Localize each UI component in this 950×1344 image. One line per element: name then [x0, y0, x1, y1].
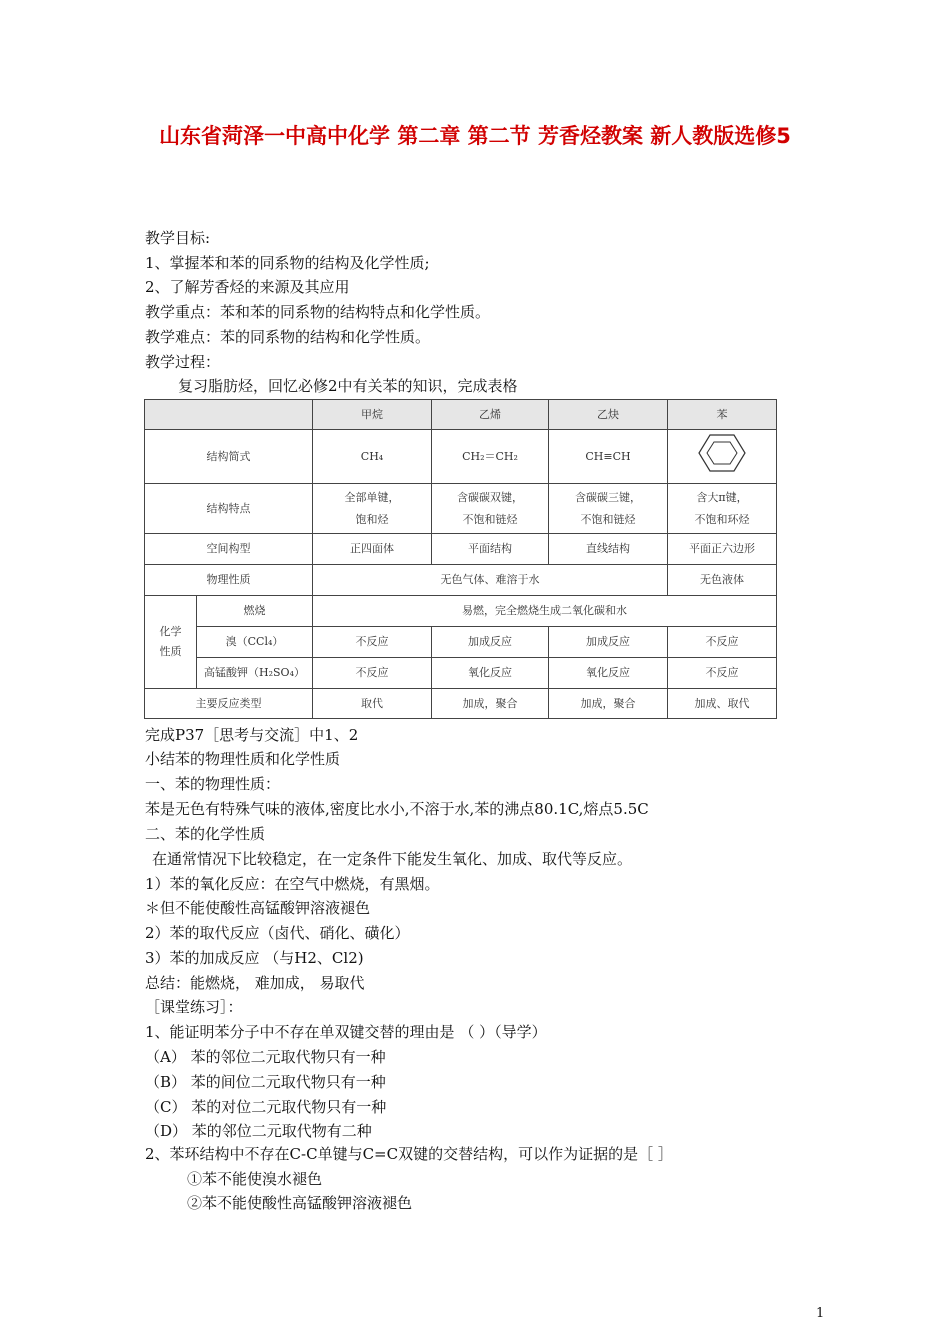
cell: 易燃，完全燃烧生成二氧化碳和水 [313, 596, 777, 627]
benzene-ring-icon [697, 432, 747, 474]
cell: 不反应 [313, 627, 432, 658]
cell: 无色液体 [668, 565, 777, 596]
header-acetylene: 乙炔 [549, 400, 668, 430]
cell: 不反应 [313, 658, 432, 689]
row-label: 物理性质 [145, 565, 313, 596]
table-row [145, 689, 777, 719]
table-row [145, 534, 777, 565]
body-line: ＊但不能使酸性高锰酸钾溶液褪色 [145, 899, 371, 917]
chem-label-text: 化学性质 [159, 625, 182, 658]
table-row [145, 658, 777, 689]
body-line: 在通常情况下比较稳定，在一定条件下能发生氧化、加成、取代等反应。 [152, 850, 633, 868]
cell-line: 含大π键， [696, 490, 748, 504]
row-label: 燃烧 [197, 596, 313, 627]
row-label: 溴（CCl₄） [197, 627, 313, 658]
cell: 不反应 [668, 658, 777, 689]
cell: 正四面体 [313, 534, 432, 565]
hydrocarbon-comparison-table [144, 399, 777, 719]
cell-line: 不饱和链烃 [462, 512, 518, 526]
cell: 直线结构 [549, 534, 668, 565]
table-row [145, 484, 777, 534]
row-label: 高锰酸钾（H₂SO₄） [197, 658, 313, 689]
header-ethylene: 乙烯 [432, 400, 549, 430]
cell: 取代 [313, 689, 432, 719]
cell: 平面结构 [432, 534, 549, 565]
cell-line: 含碳碳双键， [457, 490, 523, 504]
table-row [145, 627, 777, 658]
review-instruction: 复习脂肪烃，回忆必修2中有关苯的知识，完成表格 [178, 377, 518, 395]
row-label: 结构特点 [145, 484, 313, 534]
cell: 加成反应 [432, 627, 549, 658]
evidence-2: ②苯不能使酸性高锰酸钾溶液褪色 [187, 1194, 413, 1212]
cell [668, 484, 777, 534]
difficult-points: 教学难点：苯的同系物的结构和化学性质。 [145, 328, 431, 346]
body-line: 小结苯的物理性质和化学性质 [145, 750, 341, 768]
objective-2: 2、了解芳香烃的来源及其应用 [145, 278, 350, 296]
header-benzene: 苯 [668, 400, 777, 430]
body-line: 2）苯的取代反应（卤代、硝化、磺化） [145, 924, 410, 942]
cell: 加成反应 [549, 627, 668, 658]
cell-line: 饱和烃 [355, 512, 389, 526]
table-row [145, 430, 777, 484]
cell-line: 全部单键， [344, 490, 400, 504]
cell: CH₄ [313, 430, 432, 484]
row-label: 结构简式 [145, 430, 313, 484]
row-label: 空间构型 [145, 534, 313, 565]
cell: 氧化反应 [549, 658, 668, 689]
body-line: 完成P37［思考与交流］中1、2 [145, 726, 359, 744]
page-number: 1 [816, 1306, 825, 1321]
cell-line: 不饱和环烃 [694, 512, 750, 526]
section-heading: 二、苯的化学性质 [145, 825, 266, 843]
process-heading: 教学过程： [145, 353, 221, 371]
document-title: 山东省菏泽一中高中化学 第二章 第二节 芳香烃教案 新人教版选修5 [159, 124, 791, 148]
cell: CH₂＝CH₂ [432, 430, 549, 484]
body-line: 苯是无色有特殊气味的液体,密度比水小,不溶于水,苯的沸点80.1C,熔点5.5C [145, 800, 649, 818]
chem-properties-label [145, 596, 197, 689]
cell-line: 不饱和链烃 [580, 512, 636, 526]
cell: 无色气体、难溶于水 [313, 565, 668, 596]
exercise-heading: ［课堂练习］： [145, 998, 243, 1016]
question-1: 1、能证明苯分子中不存在单双键交替的理由是 （ ）（导学） [145, 1023, 547, 1041]
objectives-heading: 教学目标: [145, 229, 211, 247]
table-header-row [145, 400, 777, 430]
cell-line: 含碳碳三键， [575, 490, 641, 504]
cell [549, 484, 668, 534]
body-line: 总结：能燃烧， 难加成， 易取代 [145, 974, 365, 992]
cell: CH≡CH [549, 430, 668, 484]
evidence-1: ①苯不能使溴水褪色 [187, 1170, 323, 1188]
objective-1: 1、掌握苯和苯的同系物的结构及化学性质; [145, 254, 430, 272]
cell: 加成，聚合 [432, 689, 549, 719]
cell: 加成、取代 [668, 689, 777, 719]
option-c: （C） 苯的对位二元取代物只有一种 [145, 1098, 387, 1116]
option-b: （B） 苯的间位二元取代物只有一种 [145, 1073, 386, 1091]
cell: 氧化反应 [432, 658, 549, 689]
body-line: 1）苯的氧化反应：在空气中燃烧，有黑烟。 [145, 875, 440, 893]
cell: 加成，聚合 [549, 689, 668, 719]
option-d: （D） 苯的邻位二元取代物有二种 [145, 1122, 372, 1140]
question-2: 2、苯环结构中不存在C-C单键与C=C双键的交替结构，可以作为证据的是［ ］ [145, 1145, 673, 1163]
table-row [145, 596, 777, 627]
section-heading: 一、苯的物理性质： [145, 775, 281, 793]
key-points: 教学重点：苯和苯的同系物的结构特点和化学性质。 [145, 303, 491, 321]
body-line: 3）苯的加成反应 （与H2、Cl2) [145, 949, 364, 967]
benzene-structure-cell [668, 430, 777, 484]
header-empty [145, 400, 313, 430]
row-label: 主要反应类型 [145, 689, 313, 719]
option-a: （A） 苯的邻位二元取代物只有一种 [145, 1048, 386, 1066]
cell: 平面正六边形 [668, 534, 777, 565]
cell: 不反应 [668, 627, 777, 658]
cell [313, 484, 432, 534]
header-methane: 甲烷 [313, 400, 432, 430]
table-row [145, 565, 777, 596]
cell [432, 484, 549, 534]
